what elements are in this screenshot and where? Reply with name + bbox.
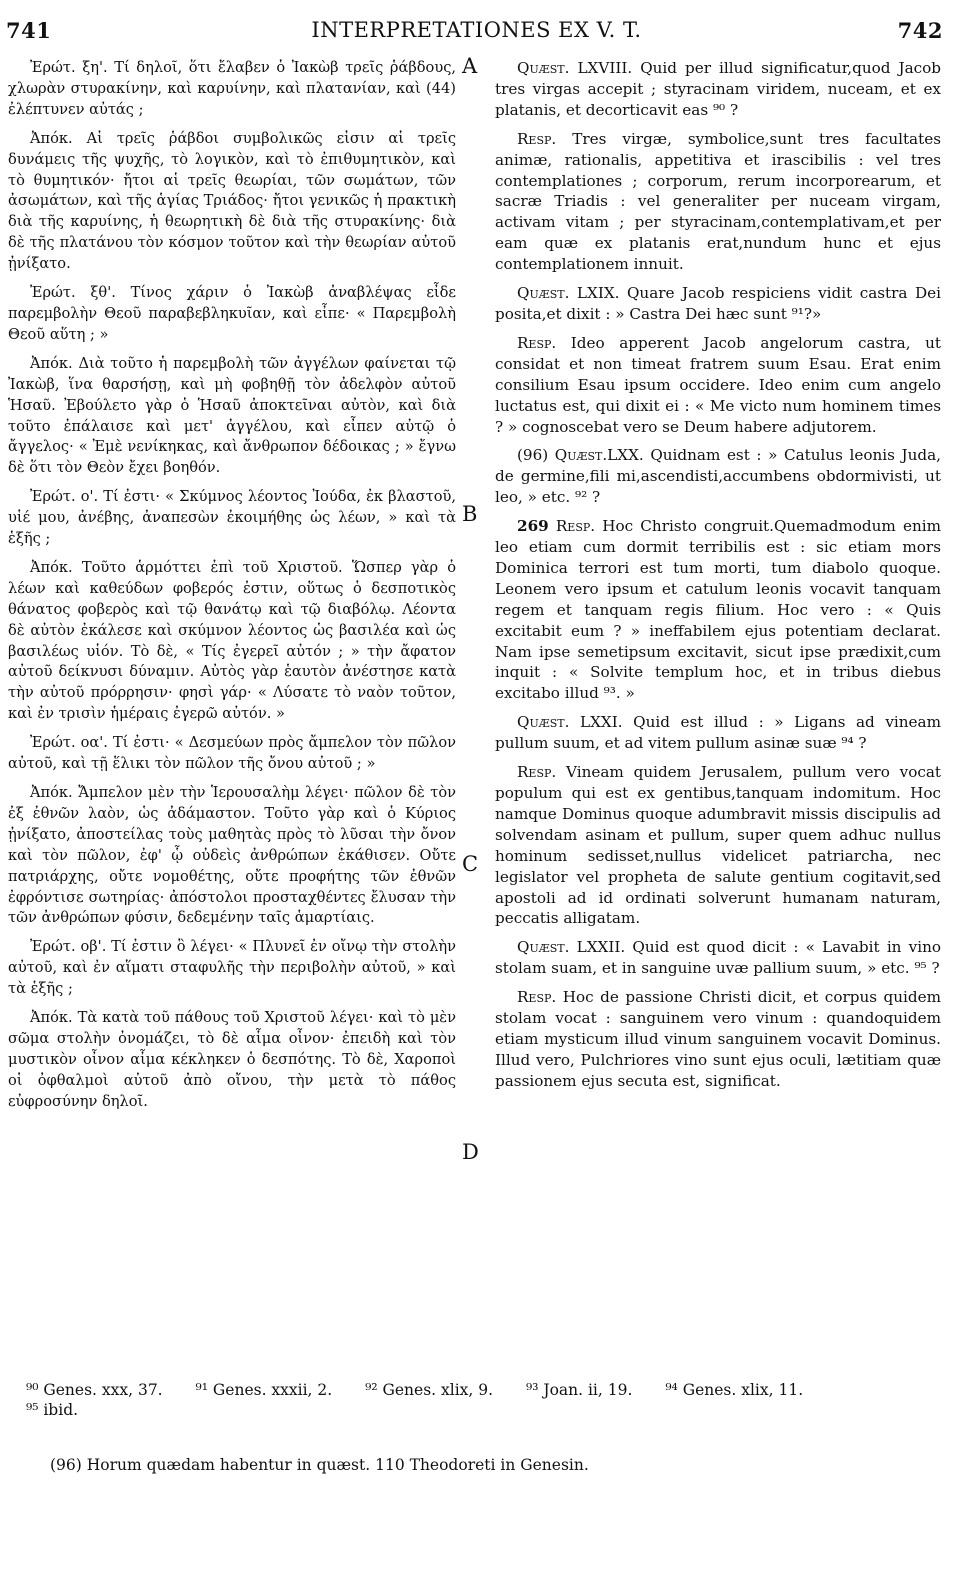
- greek-question-71: [8, 733, 456, 775]
- entry-label: Ἀπόκ.: [30, 129, 73, 147]
- latin-answer-72: [495, 987, 941, 1092]
- entry-text: Τί ἐστι· « Σκύμνος λέοντος Ἰούδα, ἐκ βλαστοῦ, υἱέ μου, ἀνέβης, ἀναπεσὼν ἐκοιμήθης ὡς λέων, » καὶ τὰ ἑξῆς ;: [8, 488, 456, 548]
- entry-label: Resp.: [555, 517, 596, 536]
- entry-text: Τί δηλοῖ, ὅτι ἔλαβεν ὁ Ἰακὼβ τρεῖς ῥάβδους, χλωρὰν στυρακίνην, καὶ καρυίνην, καὶ πλατανίαν, καὶ (44) ἐλέπτυνεν αὐτάς ;: [8, 59, 457, 118]
- entry-label: Ἀπόκ.: [30, 558, 73, 576]
- entry-label: Resp.: [517, 333, 557, 352]
- entry-text: Ideo apperent Jacob angelorum castra, ut considat et non timeat fratrem suum Esau. Erat enim consilium Esau ipsum occidere. Ideo enim cum angelo luctatus est, qui dixit ei : « Me victo num hominem times ? » cognoscebat vero se Deum habere adjutorem.: [495, 333, 942, 436]
- entry-text: Quare Jacob respiciens vidit castra Dei posita,et dixit : » Castra Dei hæc sunt ⁹¹?»: [495, 284, 941, 323]
- header-title: INTERPRETATIONES EX V. T.: [311, 18, 642, 42]
- greek-question-68: [8, 58, 456, 121]
- margin-letter-a: A: [462, 54, 478, 78]
- latin-answer-71: [495, 762, 941, 929]
- entry-text: Quidnam est : » Catulus leonis Juda, de germine,fili mi,ascendisti,accumbens obdormivisti, ut leo, » etc. ⁹² ?: [495, 446, 941, 507]
- entry-text: Hoc Christo congruit.Quemadmodum enim leo etiam cum dormit terribilis est : sic etiam mors Dominica terrori est tum morti, tum diabolo quoque. Leonem vero ipsum et catulum leonis vocavit tanquam regem et tanquam regis filium. Hoc vero : « Quis excitabit eum ? » ineffabilem ejus potentiam declarat. Nam ipse semetipsum excitavit, sicut ipse prædixit,cum inquit : « Solvite templum hoc, et in tribus diebus excitabo illud ⁹³. »: [495, 517, 942, 703]
- entry-label: Ἀπόκ.: [30, 1009, 73, 1027]
- footnote-91: ⁹¹ Genes. xxxii, 2.: [195, 1381, 333, 1399]
- latin-question-72: [495, 937, 941, 979]
- entry-text: Τίνος χάριν ὁ Ἰακὼβ ἀναβλέψας εἶδε παρεμβολὴν Θεοῦ παραβεβληκυῖαν, καὶ εἶπε· « Παρεμβολὴ Θεοῦ αὕτη ; »: [8, 284, 456, 343]
- latin-answer-70: [495, 516, 941, 704]
- margin-letter-c: C: [462, 852, 479, 876]
- entry-text: Hoc de passione Christi dicit, et corpus quidem stolam vocat : sanguinem vero vinum : quandoquidem etiam mysticum illud vinum sanguinem vocavit Dominus. Illud vero, Pulchriores vino sunt ejus oculi, lætitiam quæ passionem ejus secuta est, significat.: [495, 988, 941, 1090]
- footnote-92: ⁹² Genes. xlix, 9.: [365, 1381, 494, 1399]
- entry-label: Quæst. LXXI.: [517, 713, 623, 732]
- entry-text: Τὰ κατὰ τοῦ πάθους τοῦ Χριστοῦ λέγει· καὶ τὸ μὲν σῶμα στολὴν ὀνομάζει, τὸ δὲ αἷμα οἶνον· ἐπειδὴ καὶ τὸν μυστικὸν οἶνον αἷμα κέκληκεν ὁ δεσπότης. Τὸ δὲ, Χαροποὶ οἱ ὀφθαλμοὶ αὐτοῦ ἀπὸ οἴνου, τὴν μετὰ τὸ πάθος εὐφροσύνην δηλοῖ.: [8, 1009, 457, 1110]
- greek-question-72: [8, 937, 456, 1000]
- entry-text: Quid per illud significatur,quod Jacob tres virgas accepit ; styracinam viridem, nuceam, et ex platanis, et decorticavit eas ⁹⁰ ?: [495, 59, 942, 119]
- entry-text: Τί ἐστιν ὃ λέγει· « Πλυνεῖ ἐν οἴνῳ τὴν στολὴν αὐτοῦ, καὶ ἐν αἵματι σταφυλῆς τὴν περιβολὴν αὐτοῦ, » καὶ τὰ ἑξῆς ;: [8, 938, 457, 998]
- entry-text: Quid est quod dicit : « Lavabit in vino stolam suam, et in sanguine uvæ pallium suum, » etc. ⁹⁵ ?: [495, 938, 942, 978]
- left-page-number: 741: [6, 18, 52, 43]
- greek-answer-70: [8, 558, 456, 725]
- entry-text: Τοῦτο ἁρμόττει ἐπὶ τοῦ Χριστοῦ. Ὥσπερ γὰρ ὁ λέων καὶ καθεύδων φοβερός ἐστιν, οὕτως ὁ δεσποτικὸς θάνατος φοβερὸς καὶ τῷ θανάτῳ καὶ τῷ διαβόλῳ. Λέοντα δὲ αὐτὸν ἐκάλεσε καὶ σκύμνον λέοντος ὡς βασιλέα καὶ ὡς βασιλέως υἱόν. Τὸ δὲ, « Τίς ἐγερεῖ αὐτόν ; » τὴν ἄφατον αὐτοῦ δείκνυσι δύναμιν. Αὐτὸς γὰρ ἑαυτὸν ἀνέστησε κατὰ τὴν αὐτοῦ πρόρρησιν· φησὶ γάρ· « Λύσατε τὸ ναὸν τοῦτον, καὶ ἐν τρισὶν ἡμέραις ἐγερῶ αὐτόν. »: [8, 558, 457, 723]
- running-header: [0, 18, 953, 48]
- latin-question-71: [495, 712, 941, 754]
- latin-answer-68: [495, 129, 941, 275]
- greek-column: [8, 58, 456, 1121]
- entry-label: Ἀπόκ.: [30, 784, 73, 801]
- greek-question-70: [8, 487, 456, 550]
- entry-label: Quæst. LXIX.: [517, 284, 620, 303]
- entry-text: Quid est illud : » Ligans ad vineam pullum suum, et ad vitem pullum asinæ suæ ⁹⁴ ?: [495, 713, 941, 753]
- footnote-94: ⁹⁴ Genes. xlix, 11.: [665, 1381, 804, 1399]
- greek-question-69: [8, 283, 456, 346]
- entry-text: Ἄμπελον μὲν τὴν Ἱερουσαλὴμ λέγει· πῶλον δὲ τὸν ἐξ ἐθνῶν λαὸν, ὡς ἀδάμαστον. Τοῦτο γὰρ καὶ ὁ Κύριος ᾐνίξατο, ἀποστείλας τοὺς μαθητὰς πρὸς τὸ λῦσαι τὴν ὄνον καὶ τὸν πῶλον, ἐφ' ᾧ οὐδεὶς ἀνθρώπων ἐκάθισεν. Οὔτε πατριάρχης, οὔτε νομοθέτης, οὔτε προφήτης τῶν ἐθνῶν ἐφρόντισε σωτηρίας· ἀπόστολοι προσταχθέντες ἔλυσαν τὴν τῶν ἀνθρώπων φύσιν, δεδεμένην ταῖς ἁμαρτίαις.: [8, 784, 457, 927]
- greek-answer-68: [8, 129, 456, 275]
- entry-label: Resp.: [517, 129, 557, 148]
- entry-text: Αἱ τρεῖς ῥάβδοι συμβολικῶς εἰσιν αἱ τρεῖς δυνάμεις τῆς ψυχῆς, τὸ λογικὸν, καὶ τὸ ἐπιθυμητικὸν, καὶ τὸ θυμητικόν· ἤτοι αἱ τρεῖς θεωρίαι, τῶν σωμάτων, τῶν ἀσωμάτων, καὶ τῆς ἁγίας Τριάδος· ἤτοι γενικῶς ἡ πρακτικὴ διὰ τῆς καρυίνης, ἡ θεωρητικὴ δὲ διὰ τῆς στυρακίνης· διὰ δὲ τῆς πλατάνου τὸν κόσμον τοῦτον καὶ τὴν θεωρίαν αὐτοῦ ᾐνίξατο.: [8, 129, 456, 273]
- greek-answer-71: [8, 783, 456, 929]
- latin-answer-69: [495, 333, 941, 438]
- entry-label: Quæst. LXVIII.: [517, 59, 633, 77]
- column-number: 269: [517, 517, 549, 536]
- editor-note: (96) Horum quædam habentur in quæst. 110 Theodoreti in Genesin.: [50, 1456, 589, 1474]
- entry-label: Ἀπόκ.: [30, 354, 73, 372]
- entry-label: Resp.: [517, 988, 557, 1007]
- right-page-number: 742: [897, 18, 943, 43]
- latin-question-70: [495, 445, 941, 508]
- entry-label: Ἐρώτ. ο'.: [30, 488, 99, 506]
- latin-question-68: [495, 58, 941, 121]
- footnotes: [8, 1380, 943, 1420]
- entry-label: Ἐρώτ. ξη'.: [30, 59, 108, 76]
- footnote-95: ⁹⁵ ibid.: [26, 1401, 79, 1419]
- entry-label: Resp.: [517, 763, 557, 782]
- entry-text: Τί ἐστι· « Δεσμεύων πρὸς ἄμπελον τὸν πῶλον αὐτοῦ, καὶ τῇ ἕλικι τὸν πῶλον τῆς ὄνου αὐτοῦ ; »: [8, 734, 456, 773]
- entry-text: Vineam quidem Jerusalem, pullum vero vocat populum qui est ex gentibus,tanquam indomitum. Hoc namque Dominus quoque adumbravit missis discipulis ad solvendam asinam et pullum, super quem adhuc nullus hominum sedisset,nullus videlicet patriarcha, nec legislator vel propheta de salute gentium cogitavit,sed apostoli ad id ordinati solverunt humanam naturam, peccatis alligatam.: [495, 763, 942, 928]
- greek-answer-69: [8, 354, 456, 479]
- entry-label: Ἐρώτ. οβ'.: [30, 938, 107, 956]
- margin-letter-d: D: [462, 1140, 479, 1164]
- entry-label: Ἐρώτ. ξθ'.: [30, 284, 116, 302]
- entry-label: Ἐρώτ. οα'.: [30, 734, 108, 752]
- entry-label: Quæst. LXXII.: [517, 938, 626, 957]
- entry-label: (96) Quæst.LXX.: [517, 446, 644, 465]
- entry-text: Διὰ τοῦτο ἡ παρεμβολὴ τῶν ἀγγέλων φαίνεται τῷ Ἰακὼβ, ἵνα θαρσήσῃ, καὶ μὴ φοβηθῇ τὸν ἀδελφὸν αὐτοῦ Ἡσαῦ. Ἐβούλετο γὰρ ὁ Ἡσαῦ ἀποκτεῖναι αὐτὸν, καὶ διὰ τοῦτο ἐπάλαισε καὶ μετ' ἀγγέλου, καὶ εἶπεν αὐτῷ ὁ ἄγγελος· « Ἐμὲ νενίκηκας, καὶ ἄνθρωπον δέδοικας ; » ἔγνω δὲ ὅτι τὸν Θεὸν ἔχει βοηθόν.: [8, 354, 456, 477]
- footnote-93: ⁹³ Joan. ii, 19.: [526, 1381, 633, 1399]
- latin-column: [495, 58, 941, 1100]
- latin-question-69: [495, 283, 941, 325]
- entry-text: Tres virgæ, symbolice,sunt tres facultates animæ, rationalis, appetitiva et irascibilis : vel tres contemplationes ; corporum, rerum incorporearum, et sacræ Triadis : vel generaliter per nuceam virgam, activam vitam ; per styracinam,contemplativam,et per eam quæ ex platanis erat,nundum hunc et ejus contemplationem innuit.: [495, 129, 941, 274]
- margin-letter-b: B: [462, 502, 478, 526]
- footnote-90: ⁹⁰ Genes. xxx, 37.: [26, 1381, 163, 1399]
- greek-answer-72: [8, 1008, 456, 1113]
